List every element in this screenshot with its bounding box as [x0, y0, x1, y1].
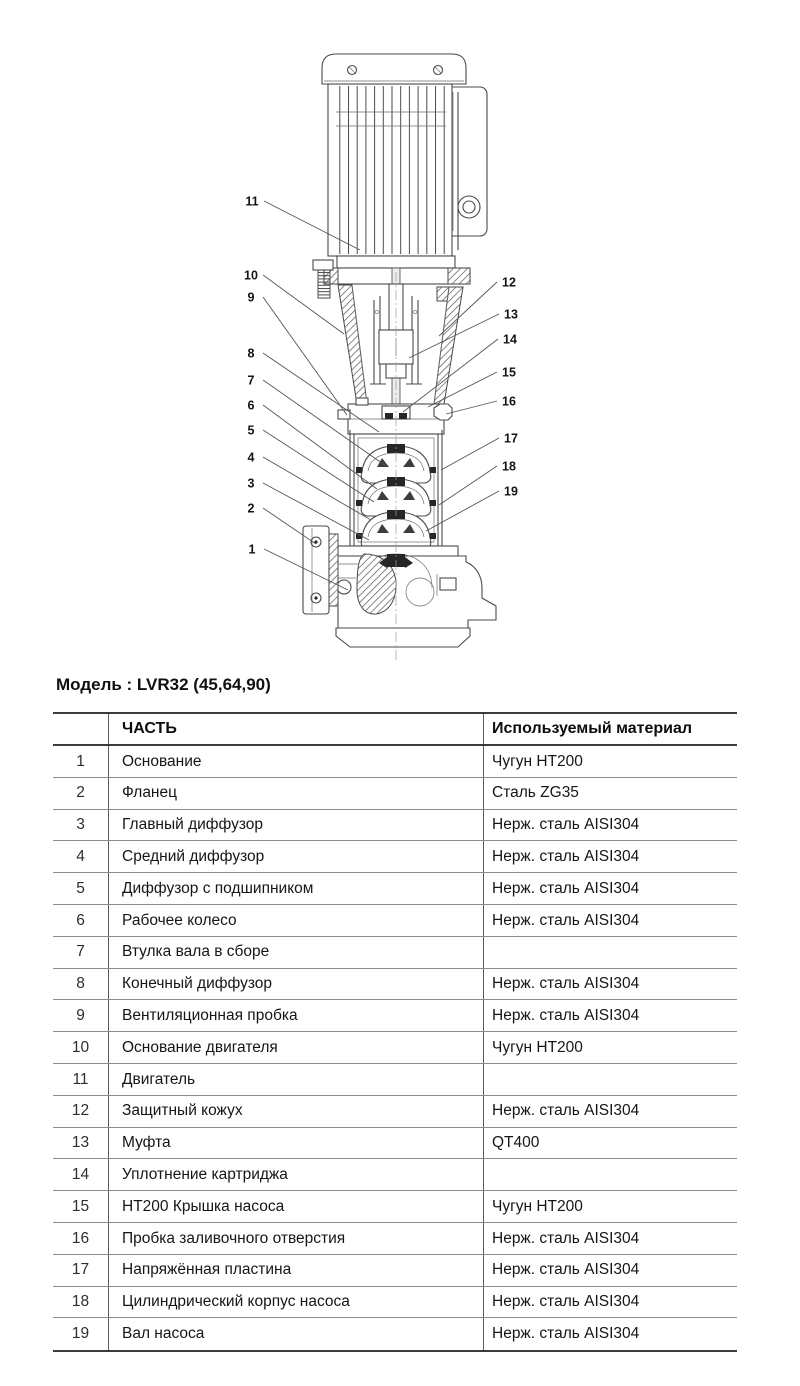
- part-number-cell: 18: [53, 1287, 109, 1318]
- callout-leader-9: [263, 297, 347, 415]
- part-name-cell: Конечный диффузор: [109, 969, 484, 1000]
- part-name-cell: Рабочее колесо: [109, 905, 484, 936]
- part-number-cell: 12: [53, 1096, 109, 1127]
- motor-foot: [337, 256, 455, 268]
- material-cell: Чугун HT200: [492, 1197, 583, 1215]
- part-name-cell: Напряжённая пластина: [109, 1255, 484, 1286]
- callout-label-6: 6: [247, 398, 255, 413]
- part-number-cell: 6: [53, 905, 109, 936]
- material-cell: QT400: [492, 1134, 540, 1152]
- part-name-cell: HT200 Крышка насоса: [109, 1191, 484, 1222]
- table-row: [53, 905, 737, 937]
- part-number-cell: 13: [53, 1128, 109, 1159]
- part-name-cell: Цилиндрический корпус насоса: [109, 1287, 484, 1318]
- table-row: [53, 1255, 737, 1287]
- material-cell: Нерж. сталь AISI304: [492, 1102, 640, 1120]
- part-name-cell: Основание: [109, 746, 484, 777]
- stud-bolt-icon: [313, 260, 333, 270]
- table-row: [53, 1032, 737, 1064]
- motor-body: [322, 54, 466, 268]
- part-name-cell: Вал насоса: [109, 1318, 484, 1350]
- material-cell: Нерж. сталь AISI304: [492, 975, 640, 993]
- material-cell: Сталь ZG35: [492, 784, 579, 802]
- part-name-cell: Диффузор с подшипником: [109, 873, 484, 904]
- part-name-cell: Защитный кожух: [109, 1096, 484, 1127]
- table-row: [53, 873, 737, 905]
- motor-cooling-fins: [336, 86, 446, 254]
- part-number-cell: 16: [53, 1223, 109, 1254]
- material-cell: Нерж. сталь AISI304: [492, 1293, 640, 1311]
- callout-label-12: 12: [502, 275, 516, 290]
- material-cell: Чугун HT200: [492, 752, 583, 770]
- base-foot: [336, 628, 470, 647]
- part-number-cell: 1: [53, 746, 109, 777]
- part-name-cell: Вентиляционная пробка: [109, 1000, 484, 1031]
- material-cell: Нерж. сталь AISI304: [492, 911, 640, 929]
- part-number-cell: 9: [53, 1000, 109, 1031]
- material-cell: [484, 937, 737, 968]
- material-cell: Нерж. сталь AISI304: [492, 879, 640, 897]
- material-cell: Чугун HT200: [492, 1038, 583, 1056]
- table-row: [53, 1287, 737, 1319]
- table-row: [53, 1096, 737, 1128]
- table-row: [53, 969, 737, 1001]
- table-row: [53, 1223, 737, 1255]
- header-material-cell: Используемый материал: [492, 720, 693, 737]
- callout-label-3: 3: [247, 476, 255, 491]
- part-name-cell: Уплотнение картриджа: [109, 1159, 484, 1190]
- callout-label-7: 7: [247, 373, 255, 388]
- part-number-cell: 5: [53, 873, 109, 904]
- part-name-cell: Главный диффузор: [109, 810, 484, 841]
- part-number-cell: 7: [53, 937, 109, 968]
- callout-label-19: 19: [504, 484, 518, 499]
- material-cell: Нерж. сталь AISI304: [492, 1325, 640, 1343]
- callout-label-9: 9: [247, 290, 255, 305]
- part-name-cell: Пробка заливочного отверстия: [109, 1223, 484, 1254]
- part-number-cell: 4: [53, 841, 109, 872]
- table-row: [53, 1000, 737, 1032]
- callout-label-14: 14: [503, 332, 517, 347]
- table-row: [53, 841, 737, 873]
- table-row: [53, 1064, 737, 1096]
- pump-cross-section-diagram: [0, 0, 800, 670]
- material-cell: Нерж. сталь AISI304: [492, 1007, 640, 1025]
- callout-label-13: 13: [504, 307, 518, 322]
- callout-leader-17: [441, 438, 499, 470]
- part-number-cell: 14: [53, 1159, 109, 1190]
- part-name-cell: Втулка вала в сборе: [109, 937, 484, 968]
- table-row: [53, 937, 737, 969]
- motor-cap: [322, 54, 466, 84]
- material-cell: [484, 1159, 737, 1190]
- callout-label-17: 17: [504, 431, 518, 446]
- material-cell: [484, 1064, 737, 1095]
- table-row: [53, 746, 737, 778]
- material-cell: Нерж. сталь AISI304: [492, 816, 640, 834]
- fill-plug-icon: [434, 404, 452, 420]
- part-name-cell: Муфта: [109, 1128, 484, 1159]
- table-row: [53, 810, 737, 842]
- part-number-cell: 11: [53, 1064, 109, 1095]
- table-row: [53, 778, 737, 810]
- callout-label-15: 15: [502, 365, 516, 380]
- parts-table-body: [53, 746, 737, 1350]
- callout-label-11: 11: [245, 194, 259, 209]
- table-row: [53, 1318, 737, 1350]
- table-row: [53, 1159, 737, 1191]
- callout-label-8: 8: [247, 346, 255, 361]
- part-number-cell: 19: [53, 1318, 109, 1350]
- material-cell: Нерж. сталь AISI304: [492, 848, 640, 866]
- part-number-cell: 17: [53, 1255, 109, 1286]
- part-number-cell: 3: [53, 810, 109, 841]
- table-row: [53, 1128, 737, 1160]
- callout-label-1: 1: [248, 542, 256, 557]
- header-number-cell: [53, 714, 109, 744]
- callout-leader-18: [439, 466, 497, 505]
- part-name-cell: Фланец: [109, 778, 484, 809]
- callout-label-4: 4: [247, 450, 255, 465]
- part-number-cell: 15: [53, 1191, 109, 1222]
- model-title: Модель : LVR32 (45,64,90): [56, 675, 271, 694]
- callout-label-18: 18: [502, 459, 516, 474]
- part-name-cell: Основание двигателя: [109, 1032, 484, 1063]
- table-row: [53, 1191, 737, 1223]
- material-cell: Нерж. сталь AISI304: [492, 1229, 640, 1247]
- part-name-cell: Средний диффузор: [109, 841, 484, 872]
- part-number-cell: 2: [53, 778, 109, 809]
- callout-label-5: 5: [247, 423, 255, 438]
- part-number-cell: 8: [53, 969, 109, 1000]
- callout-label-16: 16: [502, 394, 516, 409]
- header-part-cell: ЧАСТЬ: [109, 714, 484, 744]
- callout-label-2: 2: [247, 501, 255, 516]
- material-cell: Нерж. сталь AISI304: [492, 1261, 640, 1279]
- hex-bolt-icon: [440, 578, 456, 590]
- callout-leader-16: [446, 401, 497, 414]
- part-number-cell: 10: [53, 1032, 109, 1063]
- callout-label-10: 10: [244, 268, 258, 283]
- part-name-cell: Двигатель: [109, 1064, 484, 1095]
- parts-table: [53, 712, 737, 1352]
- table-header-row: [53, 714, 737, 746]
